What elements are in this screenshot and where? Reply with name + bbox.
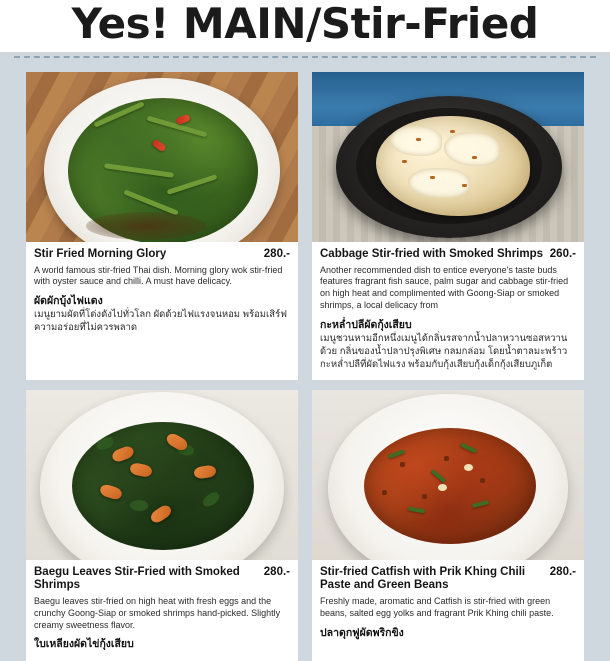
- dish-info: [312, 560, 584, 649]
- dish-title-thai: ใบเหลียงผัดไข่กุ้งเสียบ: [34, 638, 134, 651]
- menu-card[interactable]: [312, 72, 584, 380]
- dish-price: 280.-: [263, 565, 290, 578]
- dish-description: Another recommended dish to entice everyone's taste buds features fragrant fish sauce, palm sugar and cabbage stir-fried on high heat and complimented with Goong-Siap or smoked shrimps, a local delicacy from: [320, 264, 569, 311]
- dish-title-thai: ผัดผักบุ้งไฟแดง: [34, 295, 103, 308]
- dish-description-thai: เมนูยามผัดที่โด่งดังไปทั่วโลก ผัดด้วยไฟแรงจนหอม พร้อมเสิร์ฟความอร่อยที่ไม่ควรพลาด: [34, 309, 287, 334]
- dish-price: 280.-: [263, 248, 290, 260]
- dish-title: Cabbage Stir-fried with Smoked Shrimps: [320, 248, 544, 260]
- dish-photo-cabbage-smoked-shrimps: [312, 72, 584, 242]
- page-header: [0, 0, 610, 52]
- dish-info: [312, 242, 584, 380]
- dish-photo-morning-glory: [26, 72, 298, 242]
- dish-description-thai: เมนูชวนหามอีกหนึ่งเมนูได้กลิ่นรสจากน้ำปลาหวานซอสหวานด้วย กลิ่นของน้ำปลาปรุงพิเศษ กลมกล่อม โดยน้ำตาลมะพร้าว กะหล่ำปลีที่ผัดไฟแรง พร้อมกับกุ้งเสียบกุ้งเด็กกุ้งเสียบภูเก็ต: [320, 333, 568, 370]
- dish-photo-catfish-prik-khing: [312, 390, 584, 560]
- dish-title: Stir-fried Catfish with Prik Khing Chili Paste and Green Beans: [320, 565, 526, 592]
- dish-info: [26, 560, 298, 661]
- dish-photo-baegu-leaves: [26, 390, 298, 560]
- page-title: Yes! MAIN/Stir-Fried: [71, 0, 539, 48]
- menu-card[interactable]: [26, 72, 298, 380]
- dish-title: Baegu Leaves Stir-Fried with Smoked Shrimps: [34, 565, 240, 592]
- dish-description: Baegu leaves stir-fried on high heat with fresh eggs and the crunchy Goong-Siap or smoked shrimps hand-picked. Slightly creamy sweetness flavor.: [34, 595, 281, 630]
- dish-title-thai: กะหล่ำปลีผัดกุ้งเสียบ: [320, 319, 412, 332]
- menu-card-grid: [26, 72, 584, 661]
- dish-info: [26, 242, 298, 343]
- dish-title-thai: ปลาดุกฟูผัดพริกขิง: [320, 626, 404, 639]
- dish-title: Stir Fried Morning Glory: [34, 248, 167, 260]
- menu-card[interactable]: [26, 390, 298, 661]
- dish-price: 280.-: [549, 565, 576, 578]
- dish-description: A world famous stir-fried Thai dish. Morning glory wok stir-fried with oyster sauce and chilli. A must have delicacy.: [34, 264, 283, 287]
- dish-description: Freshly made, aromatic and Catfish is stir-fried with green beans, salted egg yolks and fragrant Prik Khing chili paste.: [320, 595, 554, 618]
- header-divider: [14, 56, 596, 58]
- dish-price: 260.-: [549, 248, 576, 260]
- menu-card[interactable]: [312, 390, 584, 661]
